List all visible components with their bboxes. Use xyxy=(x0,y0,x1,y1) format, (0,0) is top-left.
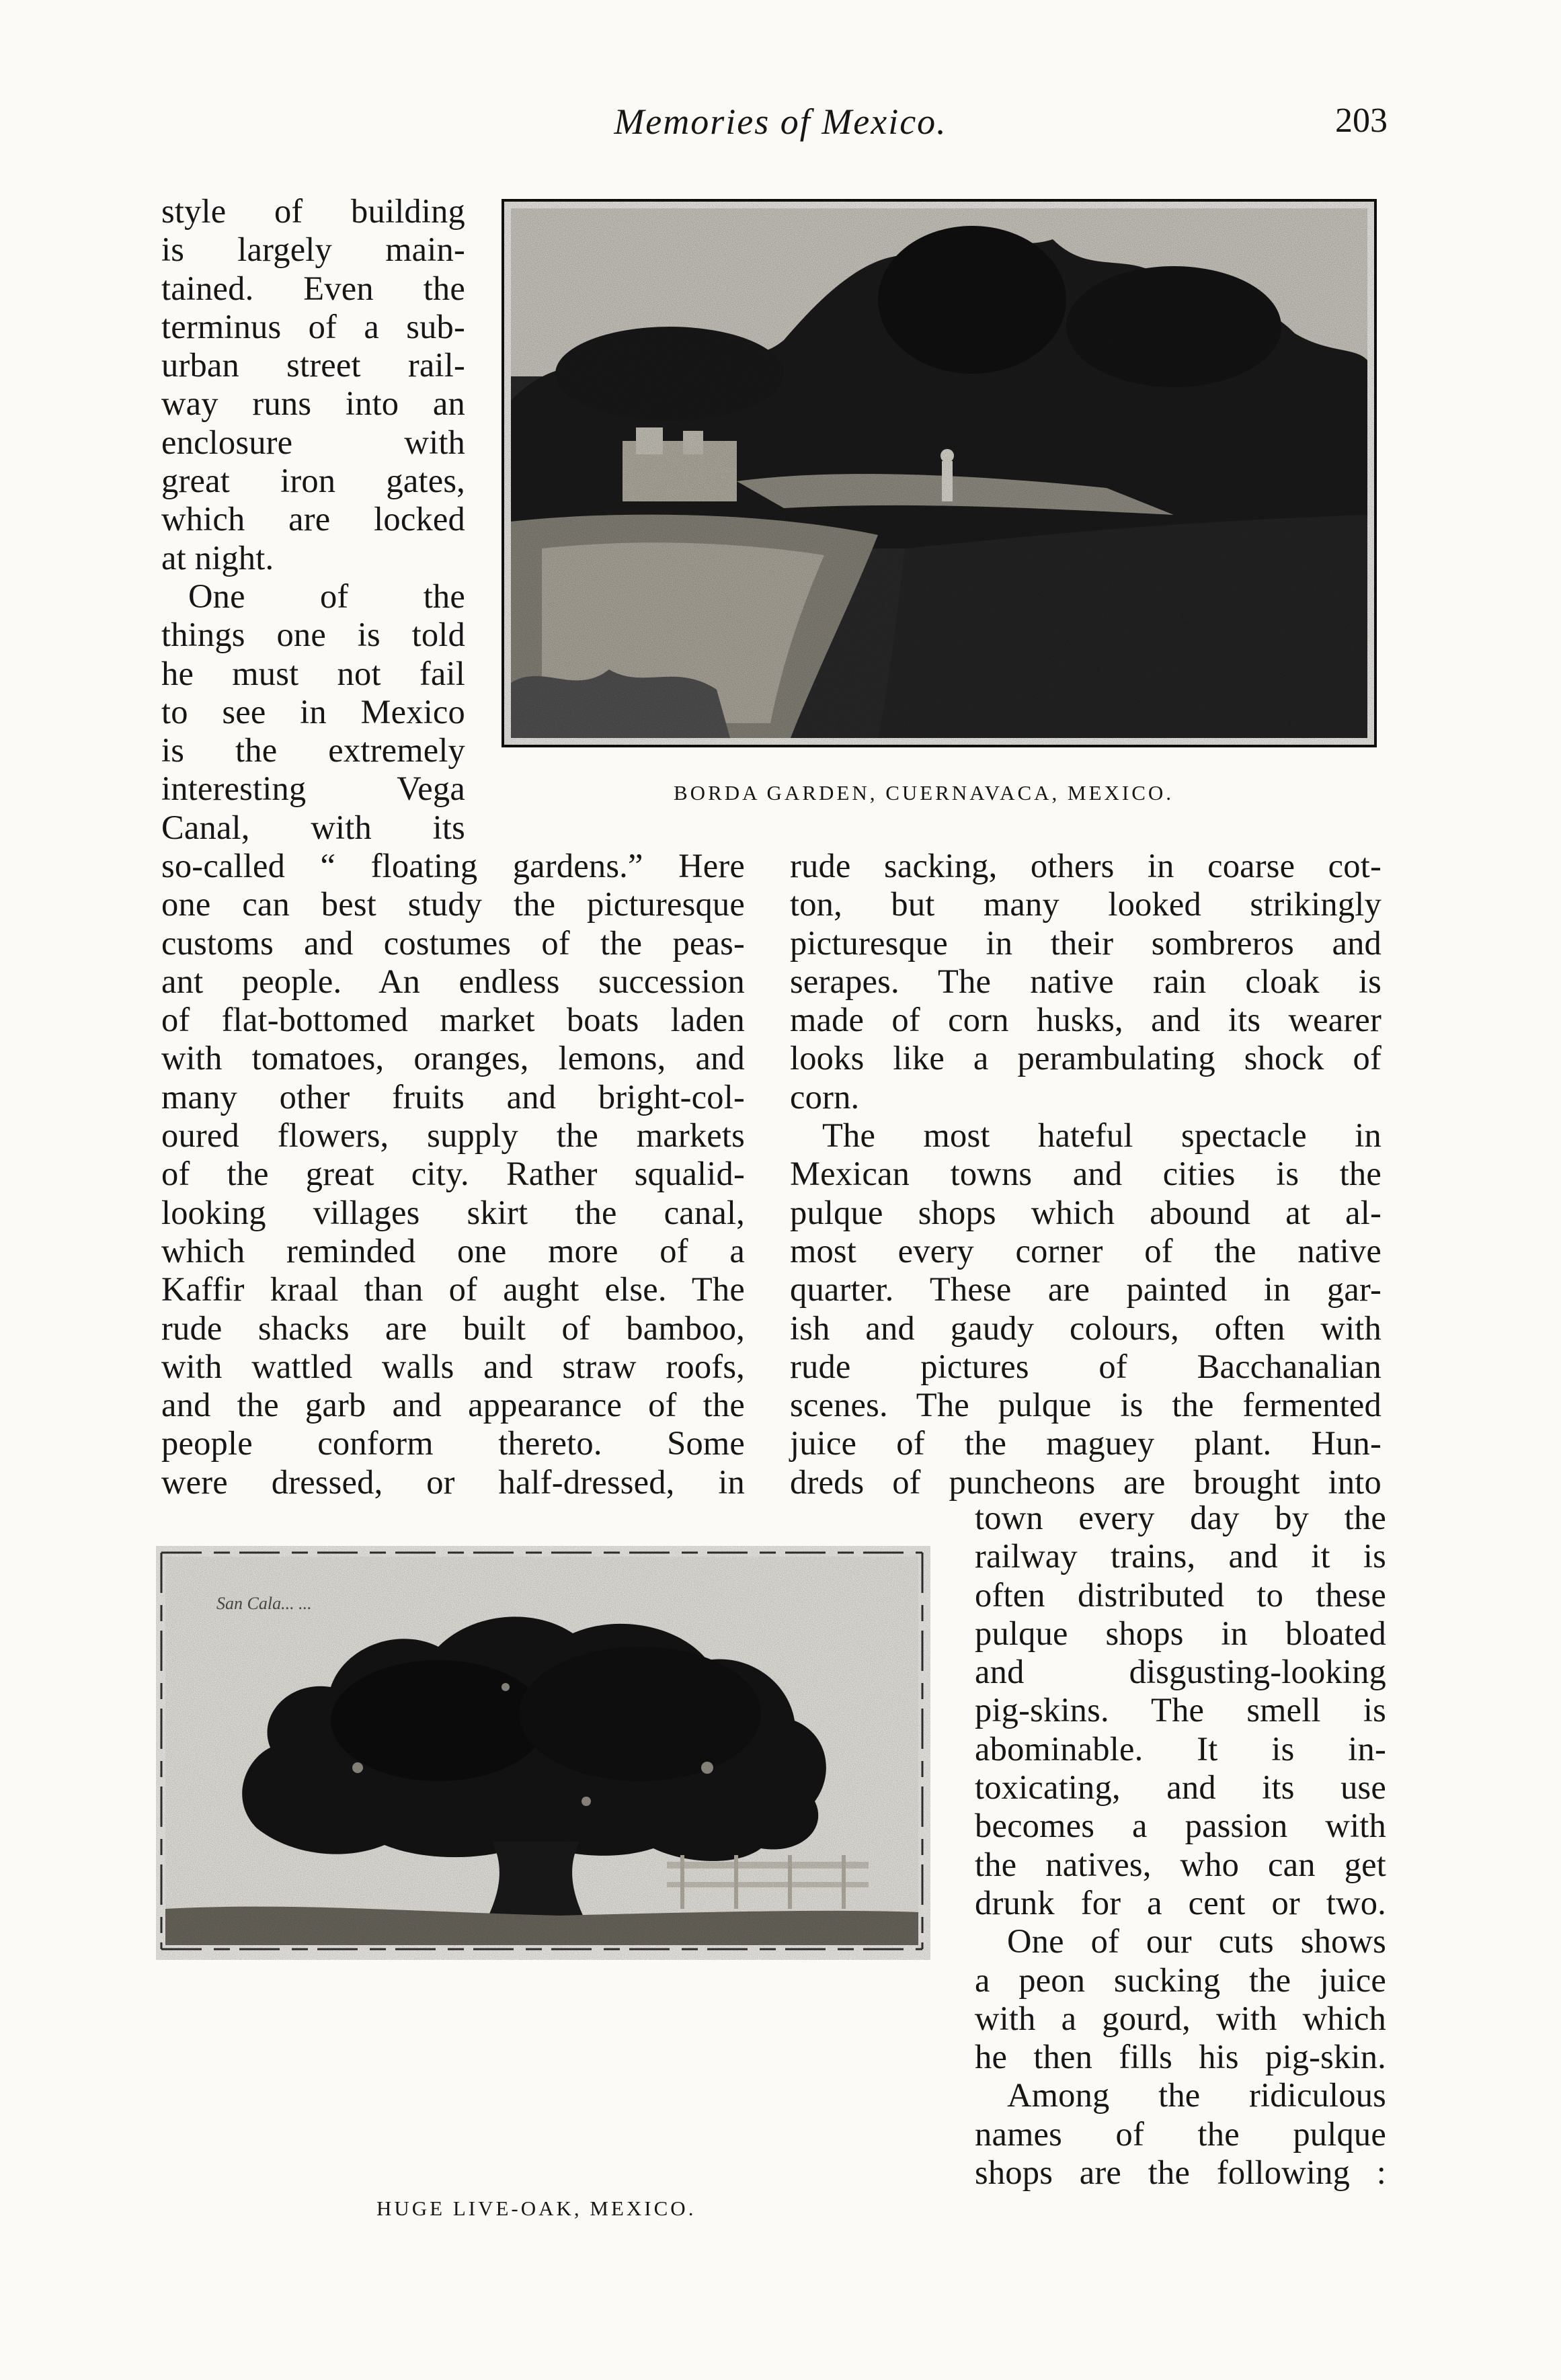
text-line: quarter. These are painted in gar- xyxy=(790,1270,1382,1309)
text-line: drunk for a cent or two. xyxy=(975,1883,1386,1922)
text-line: is the extremely xyxy=(161,731,465,770)
text-line: people conform thereto. Some xyxy=(161,1424,745,1463)
text-line: looks like a perambulating shock of xyxy=(790,1039,1382,1077)
text-line: were dressed, or half-dressed, in xyxy=(161,1463,745,1501)
text-line: One of our cuts shows xyxy=(1007,1922,1386,1961)
live-oak-caption: HUGE LIVE-OAK, MEXICO. xyxy=(376,2197,696,2220)
text-line: dreds of puncheons are brought into xyxy=(790,1463,1382,1501)
text-line: he must not fail xyxy=(161,654,465,692)
text-line: one can best study the picturesque xyxy=(161,885,745,924)
text-line: becomes a passion with xyxy=(975,1807,1386,1845)
text-line: which reminded one more of a xyxy=(161,1231,745,1270)
text-line: the natives, who can get xyxy=(975,1845,1386,1883)
text-line: at night. xyxy=(161,538,274,577)
text-line: customs and costumes of the peas- xyxy=(161,924,745,962)
text-line: oured flowers, supply the markets xyxy=(161,1116,745,1155)
text-line: Kaffir kraal than of aught else. The xyxy=(161,1270,745,1309)
text-line: made of corn husks, and its wearer xyxy=(790,1001,1382,1039)
running-title: Memories of Mexico. xyxy=(614,101,947,142)
text-line: tained. Even the xyxy=(161,269,465,307)
text-line: to see in Mexico xyxy=(161,692,465,731)
text-line: ton, but many looked strikingly xyxy=(790,885,1382,924)
text-line: of flat-bottomed market boats laden xyxy=(161,1001,745,1039)
text-line: looking villages skirt the canal, xyxy=(161,1193,745,1231)
live-oak-photo xyxy=(156,1546,930,1960)
page-number: 203 xyxy=(1335,101,1388,140)
text-line: enclosure with xyxy=(161,423,465,461)
text-line: is largely main- xyxy=(161,231,465,269)
text-line: style of building xyxy=(161,192,465,230)
text-line: toxicating, and its use xyxy=(975,1768,1386,1807)
text-line: rude pictures of Bacchanalian xyxy=(790,1347,1382,1385)
oak-photo-inscription: San Cala... ... xyxy=(216,1594,312,1613)
text-line: ish and gaudy colours, often with xyxy=(790,1309,1382,1347)
text-line: most every corner of the native xyxy=(790,1231,1382,1270)
text-line: many other fruits and bright-col- xyxy=(161,1077,745,1116)
text-line: great iron gates, xyxy=(161,462,465,500)
text-line: One of the xyxy=(188,577,465,615)
text-line: with a gourd, with which xyxy=(975,1999,1386,2037)
text-line: juice of the maguey plant. Hun- xyxy=(790,1424,1382,1463)
text-line: terminus of a sub- xyxy=(161,307,465,345)
text-line: pig-skins. The smell is xyxy=(975,1691,1386,1729)
text-line: abominable. It is in- xyxy=(975,1729,1386,1768)
text-line: ant people. An endless succession xyxy=(161,962,745,1000)
text-line: corn. xyxy=(790,1077,860,1116)
text-line: often distributed to these xyxy=(975,1575,1386,1614)
left-narrow-text xyxy=(161,192,465,847)
text-line: of the great city. Rather squalid- xyxy=(161,1155,745,1193)
borda-garden-photo xyxy=(502,199,1377,747)
text-line: so-called “ floating gardens.” Here xyxy=(161,847,745,885)
text-line: rude shacks are built of bamboo, xyxy=(161,1309,745,1347)
text-line: he then fills his pig-skin. xyxy=(975,2038,1386,2076)
text-line: which are locked xyxy=(161,500,465,538)
text-line: Canal, with its xyxy=(161,808,465,846)
text-line: with wattled walls and straw roofs, xyxy=(161,1347,745,1385)
text-line: things one is told xyxy=(161,616,465,654)
text-line: picturesque in their sombreros and xyxy=(790,924,1382,962)
right-narrow-text xyxy=(975,1499,1386,2192)
text-line: and disgusting-looking xyxy=(975,1653,1386,1691)
text-line: Mexican towns and cities is the xyxy=(790,1155,1382,1193)
right-column-text xyxy=(790,847,1382,1502)
text-line: railway trains, and it is xyxy=(975,1537,1386,1575)
text-line: The most hateful spectacle in xyxy=(822,1116,1382,1155)
text-line: way runs into an xyxy=(161,384,465,423)
text-line: urban street rail- xyxy=(161,346,465,384)
text-line: names of the pulque xyxy=(975,2115,1386,2153)
text-line: town every day by the xyxy=(975,1499,1386,1536)
text-line: with tomatoes, oranges, lemons, and xyxy=(161,1039,745,1077)
text-line: pulque shops in bloated xyxy=(975,1614,1386,1652)
running-head xyxy=(0,101,1561,155)
left-column-text xyxy=(161,847,745,1502)
text-line: serapes. The native rain cloak is xyxy=(790,962,1382,1000)
text-line: rude sacking, others in coarse cot- xyxy=(790,847,1382,885)
text-line: pulque shops which abound at al- xyxy=(790,1193,1382,1231)
text-line: and the garb and appearance of the xyxy=(161,1386,745,1424)
text-line: shops are the following : xyxy=(975,2153,1386,2192)
text-line: interesting Vega xyxy=(161,770,465,808)
text-line: a peon sucking the juice xyxy=(975,1961,1386,1999)
text-line: Among the ridiculous xyxy=(1007,2076,1386,2115)
text-line: scenes. The pulque is the fermented xyxy=(790,1386,1382,1424)
borda-garden-caption: BORDA GARDEN, CUERNAVACA, MEXICO. xyxy=(674,781,1174,805)
